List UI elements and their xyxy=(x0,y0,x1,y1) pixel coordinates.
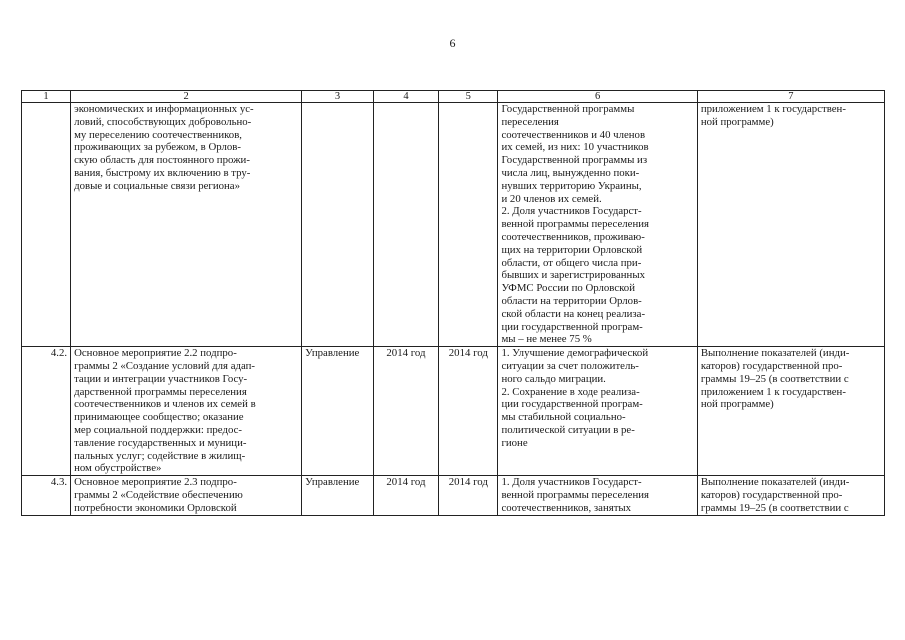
cell-line: каторов) государственной про- xyxy=(700,359,843,372)
cell-line: числа лиц, вынужденно поки- xyxy=(501,166,640,179)
table-row xyxy=(22,476,885,515)
cell-line: ного сальдо миграции. xyxy=(501,372,606,385)
cell-line: ловий, способствующих добровольно- xyxy=(74,115,252,128)
cell-event xyxy=(71,103,302,347)
cell-line: граммы 19–25 (в соответствии с xyxy=(700,372,849,385)
cell-executor: Управление xyxy=(302,476,374,515)
cell-line: венной программы переселения xyxy=(501,218,649,231)
cell-line: мер социальной поддержки: предос- xyxy=(74,423,242,436)
cell-line: мы – не менее 75 % xyxy=(501,333,592,346)
cell-indicator-link xyxy=(697,103,884,347)
cell-line: Основное мероприятие 2.3 подпро- xyxy=(74,476,237,489)
cell-expected-result xyxy=(498,476,697,515)
cell-expected-result xyxy=(498,347,697,476)
cell-start-date xyxy=(373,103,438,347)
cell-line: скую область для постоянного прожи- xyxy=(74,154,250,167)
cell-line: переселения xyxy=(501,115,559,128)
cell-executor xyxy=(302,103,374,347)
table-row xyxy=(22,347,885,476)
column-header: 4 xyxy=(373,91,438,103)
cell-end-date: 2014 год xyxy=(439,476,498,515)
cell-line: нувших территорию Украины, xyxy=(501,179,642,192)
cell-number: 4.2. xyxy=(22,347,71,476)
cell-line: мы стабильной социально- xyxy=(501,411,626,424)
cell-line: и 20 членов их семей. xyxy=(501,192,602,205)
cell-line: УФМС России по Орловской xyxy=(501,282,635,295)
cell-line: венной программы переселения xyxy=(501,488,649,501)
column-header: 2 xyxy=(71,91,302,103)
cell-line: му переселению соотечественников, xyxy=(74,128,242,141)
cell-line: тавление государственных и муници- xyxy=(74,436,247,449)
cell-indicator-link xyxy=(697,476,884,515)
cell-line: области, от общего числа при- xyxy=(501,256,642,269)
cell-line: соотечественников, занятых xyxy=(501,501,632,514)
cell-event xyxy=(71,347,302,476)
cell-line: принимающее сообщество; оказание xyxy=(74,411,244,424)
cell-line: 2. Сохранение в ходе реализа- xyxy=(501,385,640,398)
cell-indicator-link xyxy=(697,347,884,476)
column-header: 1 xyxy=(22,91,71,103)
cell-end-date: 2014 год xyxy=(439,347,498,476)
cell-line: дарственной программы переселения xyxy=(74,385,247,398)
cell-line: довые и социальные связи региона» xyxy=(74,179,240,192)
cell-line: гионе xyxy=(501,436,528,449)
cell-line: граммы 2 «Содействие обеспечению xyxy=(74,488,243,501)
cell-line: ции государственной програм- xyxy=(501,320,643,333)
cell-line: каторов) государственной про- xyxy=(700,488,843,501)
cell-line: 1. Доля участников Государст- xyxy=(501,476,642,489)
cell-line: Государственной программы xyxy=(501,103,635,115)
cell-line: 1. Улучшение демографической xyxy=(501,347,649,360)
column-header: 7 xyxy=(697,91,884,103)
events-table xyxy=(21,90,885,516)
cell-line: политической ситуации в ре- xyxy=(501,423,635,436)
cell-line: щих на территории Орловской xyxy=(501,243,643,256)
cell-line: граммы 19–25 (в соответствии с xyxy=(700,501,849,514)
cell-line: ситуации за счет положитель- xyxy=(501,359,639,372)
cell-event xyxy=(71,476,302,515)
cell-line: пальных услуг; содействие в жилищ- xyxy=(74,449,246,462)
cell-line: вания, быстрому их включению в тру- xyxy=(74,166,251,179)
cell-executor: Управление xyxy=(302,347,374,476)
cell-line: приложением 1 к государствен- xyxy=(700,385,846,398)
cell-line: Государственной программы из xyxy=(501,154,648,167)
cell-line: тации и интеграции участников Госу- xyxy=(74,372,248,385)
cell-expected-result xyxy=(498,103,697,347)
cell-line: потребности экономики Орловской xyxy=(74,501,237,514)
cell-line: Основное мероприятие 2.2 подпро- xyxy=(74,347,237,360)
page-number: 6 xyxy=(449,36,456,50)
cell-start-date: 2014 год xyxy=(373,347,438,476)
cell-line: ной программе) xyxy=(700,398,774,411)
cell-line: проживающих за рубежом, в Орлов- xyxy=(74,141,241,154)
cell-line: ной программе) xyxy=(700,115,774,128)
cell-end-date xyxy=(439,103,498,347)
cell-line: экономических и информационных ус- xyxy=(74,103,254,115)
cell-line: их семей, из них: 10 участников xyxy=(501,141,649,154)
cell-line: соотечественников, проживаю- xyxy=(501,230,645,243)
cell-line: 2. Доля участников Государст- xyxy=(501,205,642,218)
column-header: 6 xyxy=(498,91,697,103)
cell-number xyxy=(22,103,71,347)
cell-line: соотечественников и членов их семей в xyxy=(74,398,256,411)
column-header: 5 xyxy=(439,91,498,103)
cell-line: приложением 1 к государствен- xyxy=(700,103,846,115)
column-header: 3 xyxy=(302,91,374,103)
cell-number: 4.3. xyxy=(22,476,71,515)
cell-line: бывших и зарегистрированных xyxy=(501,269,645,282)
cell-line: ции государственной програм- xyxy=(501,398,643,411)
table-row xyxy=(22,103,885,347)
header-row xyxy=(22,91,885,103)
cell-line: ном обустройстве» xyxy=(74,462,162,475)
cell-start-date: 2014 год xyxy=(373,476,438,515)
cell-line: Выполнение показателей (инди- xyxy=(700,476,850,489)
cell-line: области на территории Орлов- xyxy=(501,294,642,307)
cell-line: граммы 2 «Создание условий для адап- xyxy=(74,359,255,372)
cell-line: Выполнение показателей (инди- xyxy=(700,347,850,360)
cell-line: ской области на конец реализа- xyxy=(501,307,646,320)
cell-line: соотечественников и 40 членов xyxy=(501,128,646,141)
